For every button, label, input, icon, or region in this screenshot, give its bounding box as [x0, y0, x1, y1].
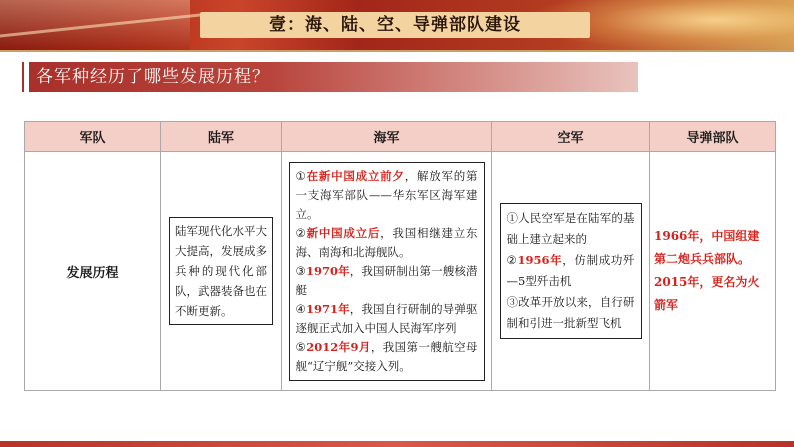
- navy-cell: [282, 152, 492, 391]
- navy-box: [289, 162, 485, 381]
- table-row: [25, 152, 776, 391]
- section-title: 壹：海、陆、空、导弹部队建设: [200, 12, 590, 38]
- navy-item: ④1971年，我国自行研制的导弹驱逐舰正式加入中国人民海军序列: [295, 301, 478, 335]
- header-army: 陆军: [161, 122, 282, 152]
- table-header-row: [25, 122, 776, 152]
- navy-item: ①在新中国成立前夕，解放军的第一支海军部队——华东军区海军建立。: [295, 168, 478, 221]
- army-cell: [161, 152, 282, 391]
- navy-item: ②新中国成立后，我国相继建立东海、南海和北海舰队。: [295, 225, 478, 259]
- banner-divider: [0, 50, 794, 52]
- missile-text: 1966年，中国组建第二炮兵兵部队。2015年，更名为火箭军: [654, 229, 760, 312]
- header-navy: 海军: [282, 122, 492, 152]
- question-bar-accent: [24, 62, 29, 92]
- question-text: 各军种经历了哪些发展历程？: [36, 67, 270, 87]
- navy-item: ⑤2012年9月，我国第一艘航空母舰“辽宁舰”交接入列。: [295, 339, 478, 373]
- bottom-strip: [0, 441, 794, 447]
- airforce-box: [500, 203, 642, 339]
- airforce-item: ①人民空军是在陆军的基础上建立起来的: [506, 211, 635, 246]
- header-airforce: 空军: [492, 122, 650, 152]
- airforce-cell: [492, 152, 650, 391]
- header-missile: 导弹部队: [650, 122, 776, 152]
- airforce-item: ②1956年，仿制成功歼—5型歼击机: [506, 253, 635, 288]
- header-army-unit: 军队: [25, 122, 161, 152]
- military-table: [24, 121, 776, 391]
- army-text: 陆军现代化水平大大提高，发展成多兵种的现代化部队，武器装备也在不断更新。: [169, 217, 273, 325]
- header-banner: [0, 0, 794, 50]
- airforce-item: ③改革开放以来，自行研制和引进一批新型飞机: [506, 295, 635, 330]
- missile-cell: [650, 152, 776, 391]
- navy-item: ③1970年，我国研制出第一艘核潜艇: [295, 263, 478, 297]
- row-label: 发展历程: [25, 152, 161, 391]
